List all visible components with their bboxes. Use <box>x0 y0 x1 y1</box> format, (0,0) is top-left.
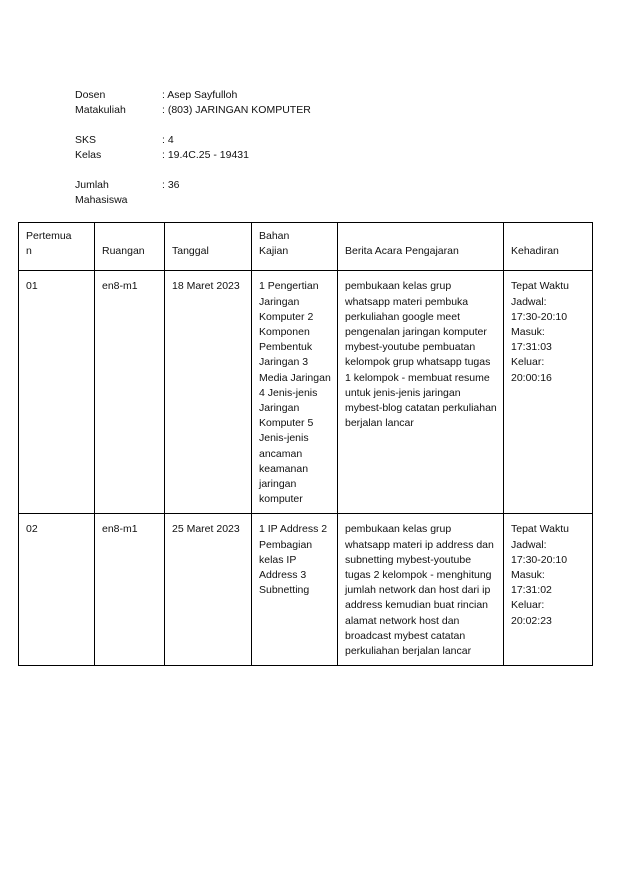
jumlah-row <box>75 178 311 208</box>
jadwal-value: 17:30-20:10 <box>511 310 568 323</box>
header-ruangan: Ruangan <box>95 223 165 271</box>
table-row <box>19 271 593 514</box>
cell-ruangan: en8-m1 <box>95 271 165 514</box>
masuk-value: 17:31:02 <box>511 584 552 597</box>
masuk-label: Masuk: <box>511 569 545 582</box>
sks-value: : 4 <box>162 134 174 146</box>
kehadiran-status: Tepat Waktu <box>511 523 569 536</box>
dosen-value: : Asep Sayfulloh <box>162 89 238 101</box>
cell-ruangan: en8-m1 <box>95 514 165 666</box>
keluar-label: Keluar: <box>511 599 545 612</box>
kelas-row <box>75 148 311 163</box>
matakuliah-value: : (803) JARINGAN KOMPUTER <box>162 104 311 116</box>
header-tanggal: Tanggal <box>165 223 252 271</box>
kehadiran-status: Tepat Waktu <box>511 280 569 293</box>
kelas-label: Kelas <box>75 149 102 161</box>
cell-bahan-kajian: 1 Pengertian Jaringan Komputer 2 Komponen Pembentuk Jaringan 3 Media Jaringan 4 Jenis-jenis Jaringan Komputer 5 Jenis-jenis ancaman keamanan jaringan komputer <box>252 271 338 514</box>
keluar-value: 20:02:23 <box>511 614 552 627</box>
header-bahan-kajian: Bahan Kajian <box>252 223 338 271</box>
cell-tanggal: 25 Maret 2023 <box>165 514 252 666</box>
sks-row <box>75 133 311 148</box>
jumlah-label: Jumlah Mahasiswa <box>75 179 128 206</box>
cell-pertemuan: 02 <box>19 514 95 666</box>
keluar-label: Keluar: <box>511 356 545 369</box>
table-header-row <box>19 223 593 271</box>
cell-berita-acara: pembukaan kelas grup whatsapp materi ip address dan subnetting mybest-youtube tugas 2 kelompok - menghitung jumlah network dan host dari ip address kemudian buat rincian alamat network host dan broadcast mybest catatan perkuliahan berjalan lancar <box>338 514 504 666</box>
jadwal-label: Jadwal: <box>511 538 547 551</box>
cell-berita-acara: pembukaan kelas grup whatsapp materi pembuka perkuliahan google meet pengenalan jaringan komputer mybest-youtube pembuatan kelompok grup whatsapp tugas 1 kelompok - membuat resume untuk jenis-jenis jaringan mybest-blog catatan perkuliahan berjalan lancar <box>338 271 504 514</box>
course-info <box>75 88 311 208</box>
dosen-label: Dosen <box>75 89 106 101</box>
header-berita-acara: Berita Acara Pengajaran <box>338 223 504 271</box>
table-row <box>19 514 593 666</box>
kelas-value: : 19.4C.25 - 19431 <box>162 149 249 161</box>
dosen-row <box>75 88 311 103</box>
header-pertemuan: Pertemua n <box>19 223 95 271</box>
sks-label: SKS <box>75 134 97 146</box>
masuk-label: Masuk: <box>511 326 545 339</box>
attendance-table <box>18 222 593 666</box>
matakuliah-label: Matakuliah <box>75 104 126 116</box>
matakuliah-row <box>75 103 311 118</box>
cell-pertemuan: 01 <box>19 271 95 514</box>
header-kehadiran: Kehadiran <box>504 223 593 271</box>
keluar-value: 20:00:16 <box>511 371 552 384</box>
cell-kehadiran <box>504 514 593 666</box>
masuk-value: 17:31:03 <box>511 341 552 354</box>
jadwal-label: Jadwal: <box>511 295 547 308</box>
jadwal-value: 17:30-20:10 <box>511 553 568 566</box>
jumlah-value: : 36 <box>162 179 180 191</box>
cell-bahan-kajian: 1 IP Address 2 Pembagian kelas IP Address 3 Subnetting <box>252 514 338 666</box>
cell-kehadiran <box>504 271 593 514</box>
cell-tanggal: 18 Maret 2023 <box>165 271 252 514</box>
